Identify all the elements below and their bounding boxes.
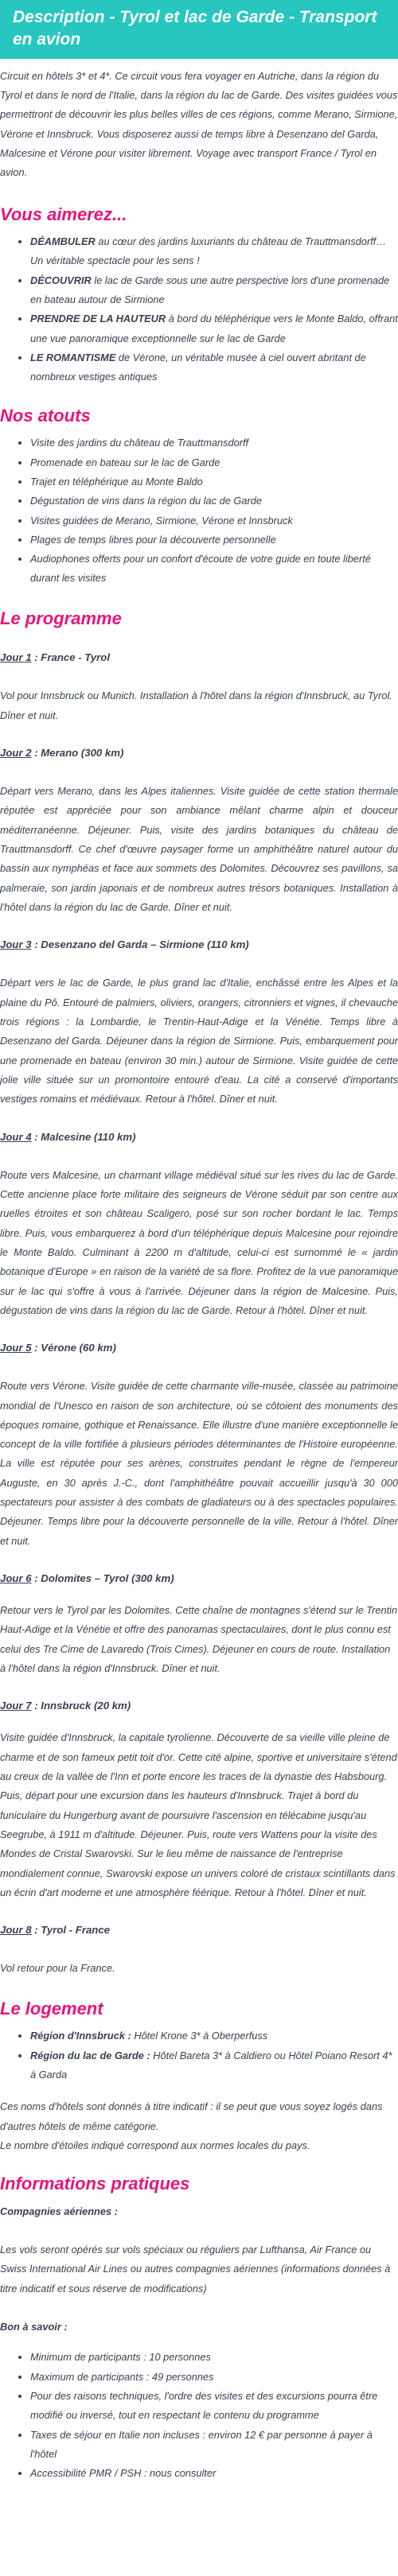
logement-list bbox=[0, 2026, 398, 2085]
list-item bbox=[30, 2046, 398, 2085]
list-item bbox=[30, 348, 398, 387]
day-description: Départ vers le lac de Garde, le plus grand lac d'Italie, enchâssé entre les Alpes et la plaine du Pô. Entouré de palmiers, oliviers, orangers, citronniers et vignes, il chevauche trois régions : la Lombardie, le Trentin-Haut-Adige et la Vénétie. Temps libre à Desenzano del Garda. Déjeuner dans la région de Sirmione. Puis, embarquement pour une promenade en bateau (environ 30 min.) autour de Sirmione. Visite guidée de cette jolie ville située sur un promontoire entouré d'eau. La cité a conservé d'importants vestiges romains et médiévaux. Retour à l'hôtel. Dîner et nuit. bbox=[0, 977, 398, 1105]
compagnies-title: Compagnies aériennes : bbox=[0, 2205, 118, 2217]
list-item bbox=[30, 271, 398, 310]
day-description: Vol retour pour la France. bbox=[0, 1962, 115, 1975]
section-title-programme: Le programme bbox=[0, 608, 122, 628]
day-block bbox=[0, 1696, 398, 1902]
list-item: • Dégustation de vins dans la région du lac de Garde bbox=[30, 491, 398, 511]
section-title-infos: Informations pratiques bbox=[0, 2174, 190, 2194]
logement-stars-note: Le nombre d'étoiles indiqué correspond aux normes locales du pays. bbox=[0, 2139, 310, 2151]
day-description: Vol pour Innsbruck ou Munich. Installation à l'hôtel dans la région d'Innsbruck, au Tyrol. Dîner et nuit. bbox=[0, 690, 392, 721]
day-heading: : Tyrol - France bbox=[31, 1924, 111, 1937]
list-item: • Accessibilité PMR / PSH : nous consulter bbox=[30, 2464, 398, 2483]
day-title bbox=[0, 1696, 398, 1715]
day-block bbox=[0, 1127, 398, 1321]
list-item bbox=[30, 309, 398, 348]
list-item: • Audiophones offerts pour un confort d'écoute de votre guide en toute liberté durant les visites bbox=[30, 550, 398, 589]
day-title bbox=[0, 1127, 398, 1147]
page-title: Description - Tyrol et lac de Garde - Transport en avion bbox=[13, 8, 377, 49]
day-number: Jour 5 bbox=[0, 1342, 32, 1354]
list-item bbox=[30, 232, 398, 271]
list-item-text: au cœur des jardins luxuriants du château de Trauttmansdorff… Un véritable spectacle pour les sens ! bbox=[30, 235, 387, 267]
day-title bbox=[0, 1568, 398, 1588]
list-item-bold: DÉCOUVRIR bbox=[30, 274, 92, 286]
day-heading: : Vérone (60 km) bbox=[31, 1342, 116, 1354]
day-description: Départ vers Merano, dans les Alpes italiennes. Visite guidée de cette station thermale réputée est appréciée pour son ambiance mêlant charme alpin et douceur méditerranéenne. Déjeuner. Puis, visite des jardins botaniques du château de Trauttmansdorff. Ce chef d'œuvre paysager forme un amphithéâtre naturel autour du bassin aux nymphéas et face aux sommets des Dolomites. Découvrez ses pavillons, sa palmeraie, son jardin japonais et de nombreux autres trésors botaniques. Installation à l'hôtel dans la région du lac de Garde. Dîner et nuit. bbox=[0, 785, 398, 913]
list-item: • Minimum de participants : 10 personnes bbox=[30, 2348, 398, 2367]
day-title bbox=[0, 1920, 398, 1940]
list-item-text: Hôtel Krone 3* à Oberperfuss bbox=[131, 2030, 268, 2042]
day-number: Jour 1 bbox=[0, 651, 32, 664]
list-item-bold: Région du lac de Garde : bbox=[30, 2049, 150, 2061]
main-content bbox=[0, 67, 398, 2484]
day-number: Jour 3 bbox=[0, 938, 32, 951]
day-title bbox=[0, 1338, 398, 1358]
day-number: Jour 6 bbox=[0, 1572, 32, 1585]
intro-paragraph: Circuit en hôtels 3* et 4*. Ce circuit vous fera voyager en Autriche, dans la région du Tyrol et dans le nord de l'Italie, dans la région du lac de Garde. Des visites guidées vous permettront de découvrir les plus belles villes de ces régions, comme Merano, Sirmione, Vérone et Innsbruck. Vous disposerez aussi de temps libre à Desenzano del Garda, Malcesine et Vérone pour visiter librement. Voyage avec transport France / Tyrol en avion. bbox=[0, 69, 398, 179]
day-heading: : Innsbruck (20 km) bbox=[31, 1700, 131, 1712]
list-item-bold: PRENDRE DE LA HAUTEUR bbox=[30, 313, 166, 325]
list-item-bold: LE ROMANTISME bbox=[30, 352, 116, 364]
day-description: Route vers Malcesine, un charmant village médiéval situé sur les rives du lac de Garde. Cette ancienne place forte militaire des seigneurs de Vérone séduit par son centre aux ruelles étroites et son château Scaligero, posé sur son rocher bordant le lac. Temps libre. Puis, vous embarquerez à bord d'un téléphérique depuis Malcesine pour rejoindre le Monte Baldo. Culminant à 2200 m d'altitude, celui-ci est surnommé le « jardin botanique d'Europe » en raison de la variété de sa flore. Profitez de la vue panoramique sur le lac qui s'offre à vous à l'arrivée. Déjeuner dans la région de Malcesine. Puis, dégustation de vins dans la région du lac de Garde. Retour à l'hôtel. Dîner et nuit. bbox=[0, 1168, 398, 1316]
vous-aimerez-list bbox=[0, 232, 398, 387]
day-number: Jour 8 bbox=[0, 1924, 32, 1937]
list-item: • Pour des raisons techniques, l'ordre des visites et des excursions pourra être modifié ou inversé, tout en respectant le contenu du programme bbox=[30, 2387, 398, 2426]
list-item-text: à bord du téléphérique vers le Monte Baldo, offrant une vue panoramique exceptionnelle sur le lac de Garde bbox=[30, 313, 398, 344]
day-block bbox=[0, 1568, 398, 1678]
list-item: • Maximum de participants : 49 personnes bbox=[30, 2368, 398, 2387]
day-block bbox=[0, 934, 398, 1109]
list-item-bold: Région d'Innsbruck : bbox=[30, 2030, 131, 2042]
day-number: Jour 4 bbox=[0, 1130, 32, 1143]
logement-note: Ces noms d'hôtels sont donnés à titre indicatif : il se peut que vous soyez logés dans d'autres hôtels de même catégorie. bbox=[0, 2100, 383, 2132]
day-title bbox=[0, 743, 398, 763]
day-description: Retour vers le Tyrol par les Dolomites. Cette chaîne de montagnes s'étend sur le Trentin Haut-Adige et la Vénétie et offre des panoramas spectaculaires, dont le plus connu est celui des Tre Cime de Lavaredo (Trois Cimes). Déjeuner en cours de route. Installation à l'hôtel dans la région d'Innsbruck. Dîner et nuit. bbox=[0, 1604, 398, 1675]
day-block bbox=[0, 1920, 398, 1978]
day-title bbox=[0, 647, 398, 667]
bon-a-savoir-title: Bon à savoir : bbox=[0, 2320, 68, 2333]
page-title-banner bbox=[0, 0, 398, 59]
day-description: Route vers Vérone. Visite guidée de cette charmante ville-musée, classée au patrimoine mondial de l'Unesco en raison de son architecture, où se côtoient des monuments des époques romaine, gothique et Renaissance. Elle illustre d'une manière exceptionnelle le concept de la ville fortifiée à plusieurs périodes déterminantes de l'Histoire européenne. La ville est réputée pour ses arènes, construites pendant le règne de l'empereur Auguste, en 30 après J.-C., dont l'amphithéâtre pouvait accueillir jusqu'à 30 000 spectateurs pour assister à des combats de gladiateurs ou à des spectacles populaires. Déjeuner. Temps libre pour la découverte personnelle de la ville. Retour à l'hôtel. Dîner et nuit. bbox=[0, 1380, 398, 1547]
bon-a-savoir-list bbox=[0, 2348, 398, 2483]
day-block bbox=[0, 647, 398, 725]
day-heading: : Dolomites – Tyrol (300 km) bbox=[31, 1572, 174, 1585]
list-item: • Trajet en téléphérique au Monte Baldo bbox=[30, 472, 398, 491]
day-heading: : France - Tyrol bbox=[31, 651, 111, 664]
list-item: • Visite des jardins du château de Trauttmansdorff bbox=[30, 433, 398, 453]
day-block bbox=[0, 1338, 398, 1551]
list-item: • Taxes de séjour en Italie non incluses : environ 12 € par personne à payer à l'hôtel bbox=[30, 2426, 398, 2465]
list-item-text: le lac de Garde sous une autre perspective lors d'une promenade en bateau autour de Sirmione bbox=[30, 274, 390, 306]
day-heading: : Desenzano del Garda – Sirmione (110 km) bbox=[31, 938, 249, 951]
list-item-bold: DÉAMBULER bbox=[30, 235, 96, 248]
day-number: Jour 2 bbox=[0, 747, 32, 760]
section-title-atouts: Nos atouts bbox=[0, 405, 91, 425]
day-heading: : Merano (300 km) bbox=[31, 747, 124, 760]
day-number: Jour 7 bbox=[0, 1700, 32, 1712]
atouts-list bbox=[0, 433, 398, 589]
list-item: • Visites guidées de Merano, Sirmione, Vérone et Innsbruck bbox=[30, 511, 398, 530]
list-item: • Plages de temps libres pour la découverte personnelle bbox=[30, 530, 398, 550]
day-heading: : Malcesine (110 km) bbox=[31, 1130, 136, 1143]
list-item: • Promenade en bateau sur le lac de Garde bbox=[30, 453, 398, 472]
section-title-vous-aimerez: Vous aimerez... bbox=[0, 204, 127, 224]
list-item-text: de Vérone, un véritable musée à ciel ouvert abritant de nombreux vestiges antiques bbox=[30, 352, 366, 383]
list-item-text: Hôtel Bareta 3* à Caldiero ou Hôtel Poiano Resort 4* à Garda bbox=[30, 2049, 392, 2081]
compagnies-text: Les vols seront opérés sur vols spéciaux ou réguliers par Lufthansa, Air France ou Swiss International Air Lines ou autres compagnies aériennes (informations données à titre indicatif et sous réserve de modifications) bbox=[0, 2244, 391, 2294]
section-title-logement: Le logement bbox=[0, 1998, 103, 2018]
day-block bbox=[0, 743, 398, 917]
day-title bbox=[0, 934, 398, 954]
day-description: Visite guidée d'Innsbruck, la capitale tyrolienne. Découverte de sa vieille ville pleine de charme et de son fameux petit toit d'or. Cette cité alpine, sportive et universitaire s'étend au creux de la vallée de l'Inn et porte encore les traces de la dynastie des Habsbourg. Puis, départ pour une excursion dans les hauteurs d'Innsbruck. Trajet à bord du funiculaire du Hungerburg avant de poursuivre l'ascension en télécabine jusqu'au Seegrube, à 1911 m d'altitude. Déjeuner. Puis, route vers Wattens pour la visite des Mondes de Cristal Swarovski. Sur le lieu même de naissance de l'entreprise mondialement connue, Swarovski expose un univers coloré de cristaux scintillants dans un écrin d'art moderne et une atmosphère féérique. Retour à l'hôtel. Dîner et nuit. bbox=[0, 1731, 397, 1898]
list-item bbox=[30, 2026, 398, 2046]
